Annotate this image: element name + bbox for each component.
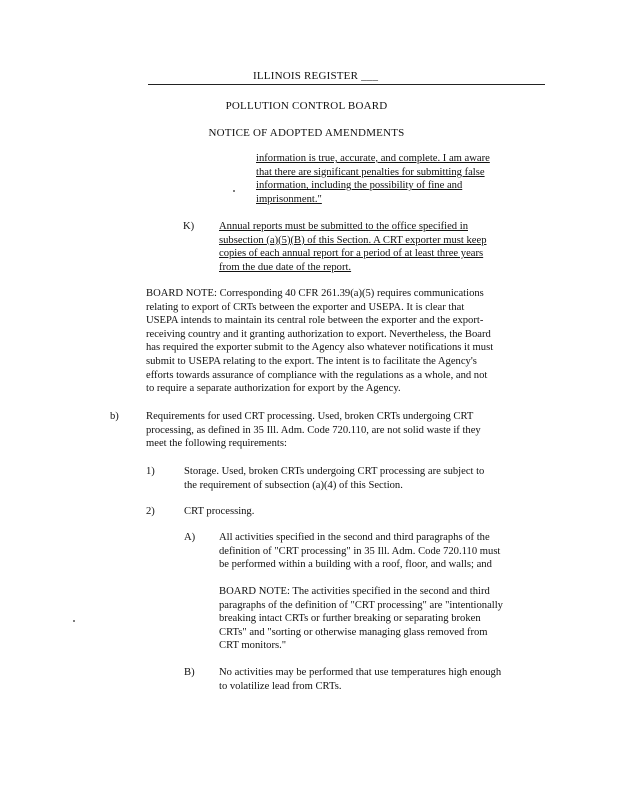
- item-label-K: K): [183, 221, 195, 232]
- board-note-1: [146, 287, 551, 396]
- item-A-text: [219, 531, 559, 572]
- text-line: breaking intact CRTs or further breaking or separating broken: [219, 613, 481, 625]
- notice-title: NOTICE OF ADOPTED AMENDMENTS: [208, 127, 405, 139]
- item-1-text: [184, 465, 554, 492]
- text-line: All activities specified in the second and third paragraphs of the: [219, 532, 490, 543]
- scan-speck: [73, 620, 75, 622]
- text-line: submit to USEPA relating to the export. The intent is to facilitate the Agency's: [146, 355, 477, 367]
- text-line: the requirement of subsection (a)(4) of this Section.: [184, 479, 403, 491]
- text-line: BOARD NOTE: Corresponding 40 CFR 261.39(a)(5) requires communications: [146, 288, 484, 299]
- text-line: meet the following requirements:: [146, 438, 287, 450]
- text-line: processing, as defined in 35 Ill. Adm. Code 720.110, are not solid waste if they: [146, 424, 481, 436]
- text-line: BOARD NOTE: The activities specified in the second and third: [219, 586, 490, 597]
- continuation-text: [256, 152, 556, 206]
- text-line: to require a separate authorization for export by the Agency.: [146, 383, 401, 395]
- text-line: to volatilize lead from CRTs.: [219, 680, 342, 692]
- header-rule: [148, 84, 545, 85]
- item-label-2: 2): [146, 506, 155, 517]
- text-line: receiving country and it granting authorization to export. Nevertheless, the Board: [146, 328, 491, 340]
- text-line: Requirements for used CRT processing. Used, broken CRTs undergoing CRT: [146, 411, 474, 422]
- text-line: be performed within a building with a roof, floor, and walls; and: [219, 559, 492, 571]
- item-label-B: B): [184, 667, 195, 678]
- text-line: No activities may be performed that use temperatures high enough: [219, 667, 502, 678]
- board-title: POLLUTION CONTROL BOARD: [225, 100, 388, 112]
- text-line: CRT processing.: [184, 506, 255, 517]
- text-line: subsection (a)(5)(B) of this Section. A CRT exporter must keep: [219, 234, 487, 246]
- item-K-text: [219, 220, 549, 274]
- text-line: Annual reports must be submitted to the office specified in: [219, 221, 468, 232]
- text-line: CRTs" and "sorting or otherwise managing glass removed from: [219, 626, 488, 638]
- scan-speck: [233, 190, 235, 192]
- item-2-text: [184, 505, 554, 519]
- item-label-A: A): [184, 532, 196, 543]
- text-line: imprisonment.": [256, 193, 322, 205]
- item-label-1: 1): [146, 466, 155, 477]
- text-line: paragraphs of the definition of "CRT processing" are "intentionally: [219, 599, 503, 611]
- text-line: efforts towards assurance of compliance with the regulations as a whole, and not: [146, 369, 488, 381]
- item-b-text: [146, 410, 551, 451]
- item-B-text: [219, 666, 559, 693]
- board-note-2: [219, 585, 559, 653]
- text-line: CRT monitors.": [219, 640, 287, 652]
- text-line: that there are significant penalties for submitting false: [256, 166, 485, 178]
- text-line: has required the exporter submit to the Agency also whatever notifications it must: [146, 342, 494, 354]
- text-line: relating to export of CRTs between the exporter and USEPA. It is clear that: [146, 301, 465, 313]
- text-line: from the due date of the report.: [219, 261, 352, 273]
- text-line: USEPA intends to maintain its central role between the exporter and the export-: [146, 315, 484, 327]
- text-line: information is true, accurate, and complete. I am aware: [256, 153, 490, 164]
- register-title: ILLINOIS REGISTER ___: [253, 70, 379, 82]
- text-line: copies of each annual report for a period of at least three years: [219, 248, 484, 260]
- text-line: Storage. Used, broken CRTs undergoing CRT processing are subject to: [184, 466, 485, 477]
- item-label-b: b): [110, 411, 119, 422]
- text-line: information, including the possibility of fine and: [256, 180, 463, 192]
- text-line: definition of "CRT processing" in 35 Ill. Adm. Code 720.110 must: [219, 545, 501, 557]
